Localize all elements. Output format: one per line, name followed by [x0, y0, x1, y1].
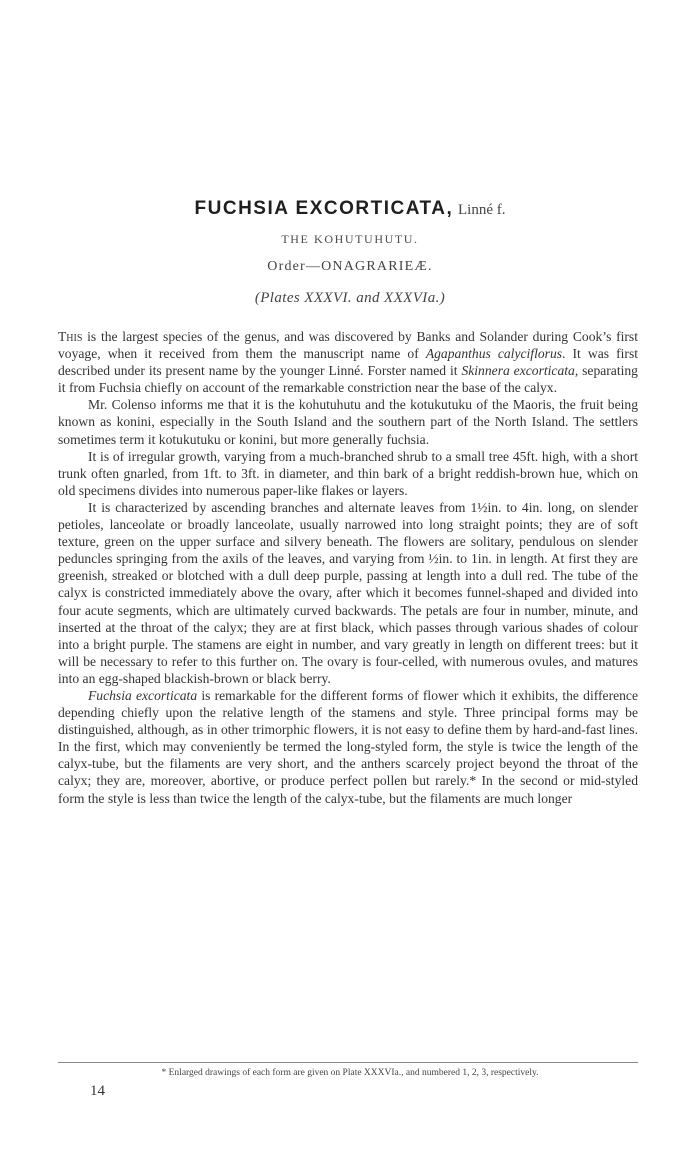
page-title	[0, 198, 700, 221]
paragraph-1-text-b: . It was first described under its present name by the younger Linné. Forster named it	[58, 346, 639, 379]
paragraph-1	[58, 328, 638, 396]
body-text	[58, 328, 638, 807]
paragraph-1-text-c: , separating it from Fuchsia chiefly on account of the remarkable constriction near the base of the calyx.	[58, 363, 638, 396]
paragraph-1-italic-a: Agapanthus calyciflorus	[425, 346, 563, 362]
paragraph-5-italic: Fuchsia excorticata	[88, 687, 198, 703]
paragraph-4: It is characterized by ascending branches and alternate leaves from 1½in. to 4in. long, on slender petioles, lanceolate or broadly lanceolate, usually narrowed into long straight points; they are of soft texture, green on the upper surface and silvery beneath. The flowers are solitary, pendulous on slender peduncles springing from the axils of the leaves, and varying from ½in. to 1in. in length. At first they are greenish, streaked or blotched with a dull deep purple, passing at length into a dull red. The tube of the calyx is constricted immediately above the ovary, after which it becomes funnel-shaped and divided into four acute segments, which are ultimately curved backwards. The petals are four in number, minute, and inserted at the throat of the calyx; they are at first black, which passes through various shades of colour into a bright purple. The stamens are eight in number, and vary greatly in length on different trees: but it will be necessary to refer to this further on. The ovary is four-celled, with numerous ovules, and matures into an egg-shaped blackish-brown or black berry.	[58, 499, 638, 686]
footnote: * Enlarged drawings of each form are given on Plate XXXVIa., and numbered 1, 2, 3, respectively.	[161, 1068, 539, 1078]
paragraph-5-text: is remarkable for the different forms of flower which it exhibits, the difference depending chiefly upon the relative length of the stamens and style. Three principal forms may be distinguished, although, as in other trimorphic flowers, it is not easy to define them by hard-and-fast lines. In the first, which may conveniently be termed the long-styled form, the style is twice the length of the calyx-tube, but the filaments are very short, and the anthers scarcely project beyond the throat of the calyx; they are, moreover, abortive, or produce perfect pollen but rarely.* In the second or mid-styled form the style is less than twice the length of the calyx-tube, but the filaments are much longer	[58, 687, 638, 806]
paragraph-3: It is of irregular growth, varying from a much-branched shrub to a small tree 45ft. high, with a short trunk often gnarled, from 1ft. to 3ft. in diameter, and thin bark of a bright reddish-brown hue, which on old specimens divides into numerous paper-like flakes or layers.	[58, 448, 638, 498]
paragraph-1-text-a: is the largest species of the genus, and was discovered by Banks and Solander during Cook’s first voyage, when it received from them the manuscript name of	[58, 329, 638, 362]
paragraph-1-lead: This	[58, 329, 83, 344]
species-title: FUCHSIA EXCORTICATA,	[194, 198, 454, 219]
paragraph-1-italic-b: Skinnera excorticata	[461, 363, 575, 379]
paragraph-2: Mr. Colenso informs me that it is the kohutuhutu and the kotukutuku of the Maoris, the fruit being known as konini, especially in the South Island and the southern part of the North Island. The settlers sometimes term it kotukutuku or konini, but more generally fuchsia.	[58, 397, 638, 447]
plates-reference: (Plates XXXVI. and XXXVIa.)	[254, 290, 446, 306]
common-name: THE KOHUTUHUTU.	[281, 232, 419, 246]
paragraph-5	[58, 687, 638, 807]
species-author: Linné f.	[457, 202, 506, 218]
page-number: 14	[90, 1083, 105, 1099]
plant-order: Order—ONAGRARIEÆ.	[267, 259, 433, 274]
footnote-divider	[58, 1062, 638, 1063]
